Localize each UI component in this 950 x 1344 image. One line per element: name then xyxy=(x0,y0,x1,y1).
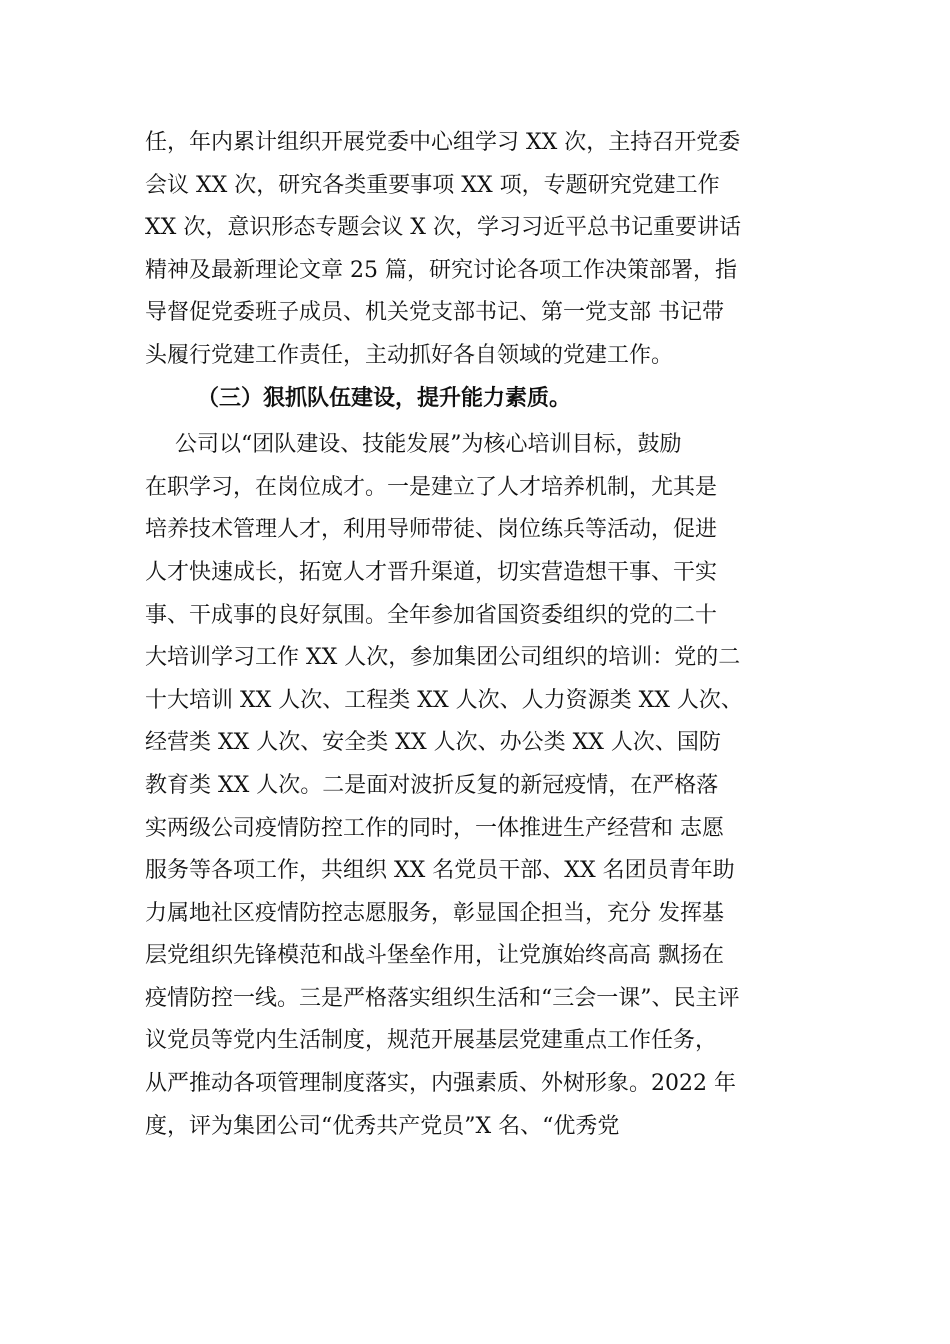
paragraph-2 xyxy=(145,424,845,1148)
paragraph-line: 服务等各项工作，共组织 XX 名党员干部、XX 名团员青年助 xyxy=(145,858,735,884)
paragraph-line: 事、干成事的良好氛围。全年参加省国资委组织的党的二十 xyxy=(145,602,718,628)
paragraph-line: 从严推动各项管理制度落实，内强素质、外树形象。2022 年 xyxy=(145,1071,736,1097)
paragraph-line: 会议 XX 次，研究各类重要事项 XX 项，专题研究党建工作 xyxy=(145,172,720,198)
document-body xyxy=(145,122,845,1148)
paragraph-line: 力属地社区疫情防控志愿服务，彰显国企担当，充分 发挥基 xyxy=(145,900,724,926)
paragraph-line: 导督促党委班子成员、机关党支部书记、第一党支部 书记带 xyxy=(145,300,724,326)
paragraph-line: 层党组织先锋模范和战斗堡垒作用，让党旗始终高高 飘扬在 xyxy=(145,943,724,969)
paragraph-line: 公司以“团队建设、技能发展”为核心培训目标，鼓励 xyxy=(175,432,682,458)
paragraph-line: 十大培训 XX 人次、工程类 XX 人次、人力资源类 XX 人次、 xyxy=(145,687,743,713)
paragraph-line: 议党员等党内生活制度，规范开展基层党建重点工作任务， xyxy=(145,1028,718,1054)
paragraph-line: 经营类 XX 人次、安全类 XX 人次、办公类 XX 人次、国防 xyxy=(145,730,721,756)
paragraph-line: 实两级公司疫情防控工作的同时，一体推进生产经营和 志愿 xyxy=(145,815,724,841)
paragraph-line: 大培训学习工作 XX 人次，参加集团公司组织的培训：党的二 xyxy=(145,645,741,671)
paragraph-line: 教育类 XX 人次。二是面对波折反复的新冠疫情，在严格落 xyxy=(145,772,719,798)
paragraph-line: 精神及最新理论文章 25 篇，研究讨论各项工作决策部署，指 xyxy=(145,257,737,283)
paragraph-line: XX 次，意识形态专题会议 X 次，学习习近平总书记重要讲话 xyxy=(145,215,741,241)
paragraph-line: 培养技术管理人才，利用导师带徒、岗位练兵等活动，促进 xyxy=(145,517,718,543)
paragraph-line: 人才快速成长，拓宽人才晋升渠道，切实营造想干事、干实 xyxy=(145,559,718,585)
paragraph-line: 头履行党建工作责任，主动抓好各自领域的党建工作。 xyxy=(145,342,674,368)
section-heading: （三）狠抓队伍建设，提升能力素质。 xyxy=(197,385,572,411)
paragraph-line: 疫情防控一线。三是严格落实组织生活和“三会一课”、民主评 xyxy=(145,985,740,1011)
paragraph-1 xyxy=(145,122,845,378)
paragraph-line: 度，评为集团公司“优秀共产党员”X 名、“优秀党 xyxy=(145,1113,620,1139)
paragraph-line: 在职学习，在岗位成才。一是建立了人才培养机制，尤其是 xyxy=(145,474,718,500)
paragraph-line: 任，年内累计组织开展党委中心组学习 XX 次，主持召开党委 xyxy=(145,130,741,155)
